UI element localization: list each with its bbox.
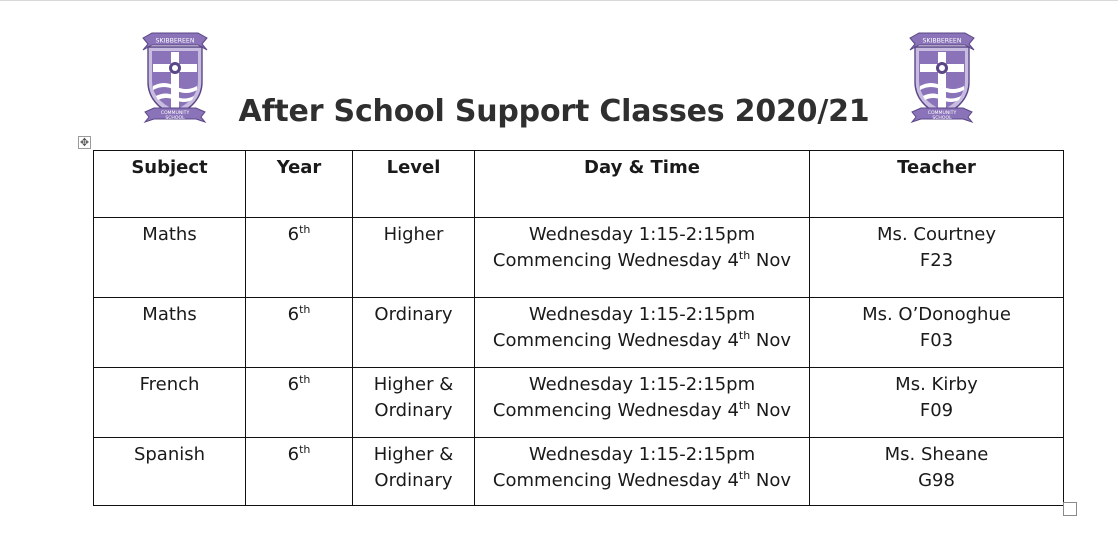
crest-scroll-text-2: SCHOOL <box>165 116 185 121</box>
level-line-1: Higher & <box>373 444 454 465</box>
time-text: Wednesday 1:15-2:15pm <box>528 304 756 325</box>
teacher-name: Ms. Kirby <box>895 374 978 395</box>
teacher-name: Ms. Sheane <box>884 444 989 465</box>
year-value: 6 <box>287 304 300 325</box>
commencing-pre: Commencing Wednesday 4 <box>492 330 739 351</box>
teacher-name: Ms. Courtney <box>877 224 996 245</box>
cell-year <box>246 218 353 298</box>
support-classes-table <box>93 150 1064 506</box>
table-row <box>94 368 1064 438</box>
commencing-text <box>477 398 807 424</box>
commencing-text <box>477 248 807 274</box>
header-subject: Subject <box>94 151 246 218</box>
cell-day-time <box>475 298 810 368</box>
teacher-name: Ms. O’Donoghue <box>862 304 1011 325</box>
cell-day-time <box>475 438 810 506</box>
table-row <box>94 438 1064 506</box>
cell-level <box>353 368 475 438</box>
table-header-row <box>94 151 1064 218</box>
crest-banner-text: SKIBBEREEN <box>155 37 195 45</box>
commencing-text <box>477 468 807 494</box>
crest-scroll-text-2: SCHOOL <box>932 116 952 121</box>
table-row <box>94 218 1064 298</box>
cell-teacher <box>810 438 1064 506</box>
year-value: 6 <box>287 374 300 395</box>
time-text: Wednesday 1:15-2:15pm <box>528 374 756 395</box>
teacher-room: F09 <box>919 400 954 421</box>
commencing-pre: Commencing Wednesday 4 <box>492 250 739 271</box>
year-suffix: th <box>299 443 311 456</box>
cell-year <box>246 368 353 438</box>
commencing-pre: Commencing Wednesday 4 <box>492 400 739 421</box>
cell-day-time <box>475 368 810 438</box>
level-line-2: Ordinary <box>374 400 453 421</box>
teacher-room: F03 <box>919 330 954 351</box>
commencing-post: Nov <box>750 330 792 351</box>
year-value: 6 <box>287 444 300 465</box>
year-suffix: th <box>299 303 311 316</box>
cell-subject: Maths <box>94 298 246 368</box>
teacher-room: F23 <box>919 250 954 271</box>
commencing-post: Nov <box>750 400 792 421</box>
commencing-suffix: th <box>738 329 751 342</box>
level-line-1: Ordinary <box>374 304 453 325</box>
document-title: After School Support Classes 2020/21 <box>238 94 870 129</box>
cell-teacher <box>810 218 1064 298</box>
crest-scroll-text-1: COMMUNITY <box>160 111 190 116</box>
level-line-1: Higher <box>383 224 444 245</box>
time-text: Wednesday 1:15-2:15pm <box>528 444 756 465</box>
cell-teacher <box>810 368 1064 438</box>
year-suffix: th <box>299 223 311 236</box>
cell-level <box>353 438 475 506</box>
year-suffix: th <box>299 373 311 386</box>
table-resize-handle-icon[interactable] <box>1063 502 1077 516</box>
cell-subject: French <box>94 368 246 438</box>
crest-banner-text: SKIBBEREEN <box>922 37 962 45</box>
commencing-suffix: th <box>738 399 751 412</box>
header-level: Level <box>353 151 475 218</box>
cell-level <box>353 218 475 298</box>
crest-scroll-text-1: COMMUNITY <box>927 111 957 116</box>
header-year: Year <box>246 151 353 218</box>
ruler-line <box>0 0 1118 1</box>
table-row <box>94 298 1064 368</box>
commencing-text <box>477 328 807 354</box>
commencing-suffix: th <box>738 469 751 482</box>
cell-teacher <box>810 298 1064 368</box>
commencing-post: Nov <box>750 250 792 271</box>
cell-subject: Spanish <box>94 438 246 506</box>
teacher-room: G98 <box>918 470 955 491</box>
commencing-suffix: th <box>738 249 751 262</box>
cell-level <box>353 298 475 368</box>
cell-year <box>246 438 353 506</box>
header-teacher: Teacher <box>810 151 1064 218</box>
commencing-pre: Commencing Wednesday 4 <box>492 470 739 491</box>
table-move-handle-icon[interactable]: ✥ <box>79 136 90 149</box>
year-value: 6 <box>287 224 300 245</box>
level-line-2: Ordinary <box>374 470 453 491</box>
cell-year <box>246 298 353 368</box>
commencing-post: Nov <box>750 470 792 491</box>
cell-subject: Maths <box>94 218 246 298</box>
level-line-1: Higher & <box>373 374 454 395</box>
time-text: Wednesday 1:15-2:15pm <box>528 224 756 245</box>
header-day-time: Day & Time <box>475 151 810 218</box>
cell-day-time <box>475 218 810 298</box>
